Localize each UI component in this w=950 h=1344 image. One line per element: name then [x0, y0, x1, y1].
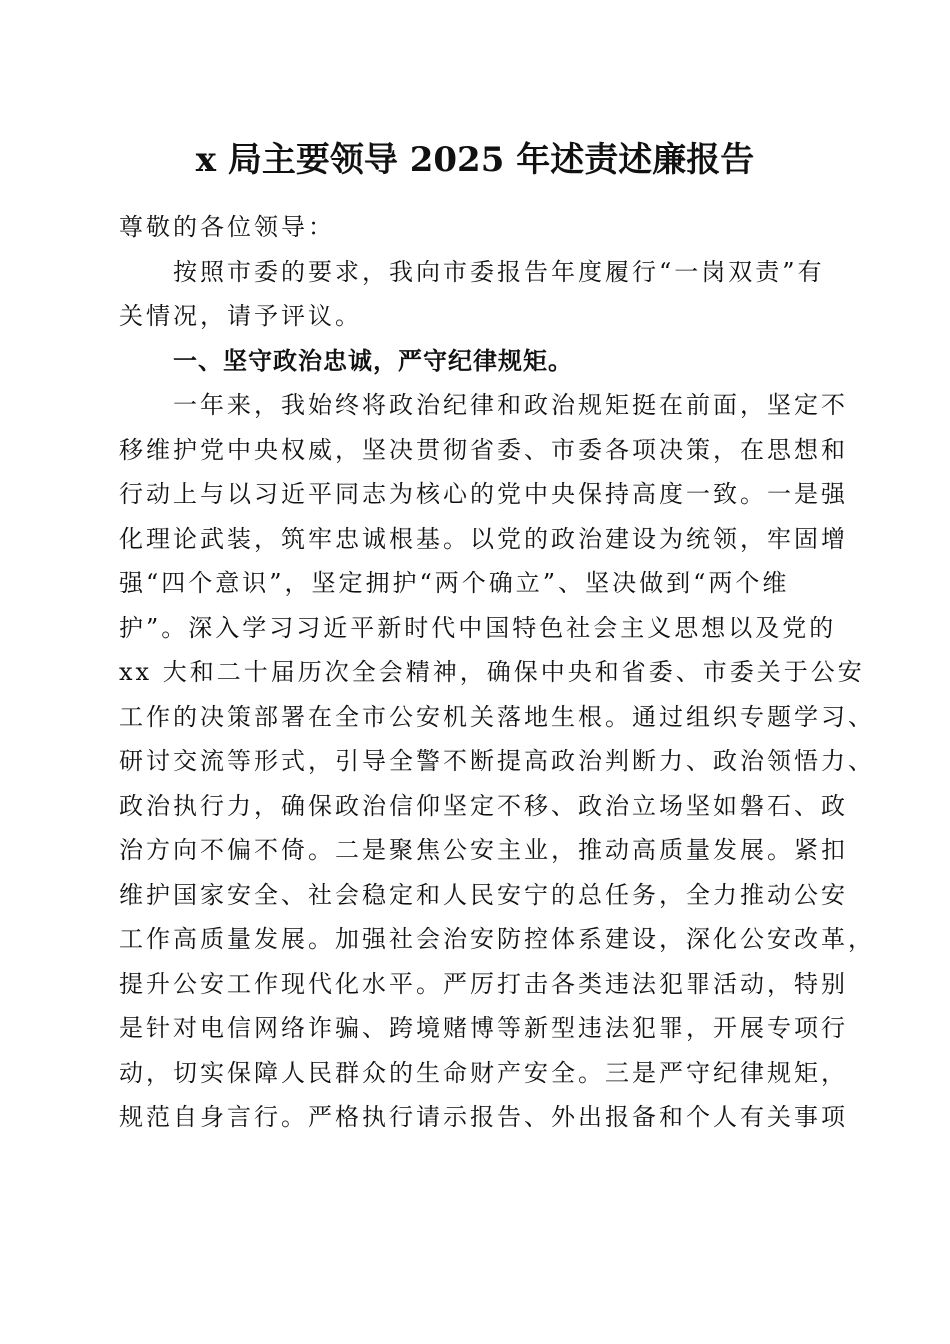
document-title: x 局主要领导 2025 年述责述廉报告	[195, 140, 755, 180]
paragraph-line: 政治执行力，确保政治信仰坚定不移、政治立场坚如磐石、政	[119, 791, 848, 820]
paragraph-line: 护”。深入学习习近平新时代中国特色社会主义思想以及党的	[119, 613, 837, 642]
paragraph-line: 一年来，我始终将政治纪律和政治规矩挺在前面，坚定不	[173, 391, 848, 419]
paragraph-line: 治方向不偏不倚。二是聚焦公安主业，推动高质量发展。紧扣	[119, 836, 848, 864]
document-body	[119, 205, 875, 1140]
paragraph-line: 关情况，请予评议。	[119, 302, 362, 330]
paragraph-line: 强“四个意识”，坚定拥护“两个确立”、坚决做到“两个维	[119, 569, 790, 597]
paragraph-line: 维护国家安全、社会稳定和人民安宁的总任务，全力推动公安	[119, 880, 848, 909]
paragraph-line: 按照市委的要求，我向市委报告年度履行“一岗双责”有	[173, 257, 825, 286]
paragraph-line: 动，切实保障人民群众的生命财产安全。三是严守纪律规矩，	[119, 1058, 848, 1087]
section-heading: 一、坚守政治忠诚，严守纪律规矩。	[173, 346, 573, 375]
salutation: 尊敬的各位领导：	[119, 213, 335, 241]
paragraph-line: 行动上与以习近平同志为核心的党中央保持高度一致。一是强	[119, 480, 848, 508]
paragraph-line: 规范自身言行。严格执行请示报告、外出报备和个人有关事项	[119, 1103, 848, 1131]
paragraph-line: 移维护党中央权威，坚决贯彻省委、市委各项决策，在思想和	[119, 435, 848, 464]
paragraph-line: 工作高质量发展。加强社会治安防控体系建设，深化公安改革，	[119, 925, 875, 953]
paragraph-line: 工作的决策部署在全市公安机关落地生根。通过组织专题学习、	[119, 702, 875, 731]
paragraph-line: xx 大和二十届历次全会精神，确保中央和省委、市委关于公安	[119, 658, 865, 686]
paragraph-line: 是针对电信网络诈骗、跨境赌博等新型违法犯罪，开展专项行	[119, 1014, 848, 1042]
paragraph-line: 研讨交流等形式，引导全警不断提高政治判断力、政治领悟力、	[119, 747, 875, 775]
paragraph-line: 提升公安工作现代化水平。严厉打击各类违法犯罪活动，特别	[119, 969, 848, 998]
paragraph-line: 化理论武装，筑牢忠诚根基。以党的政治建设为统领，牢固增	[119, 524, 848, 553]
